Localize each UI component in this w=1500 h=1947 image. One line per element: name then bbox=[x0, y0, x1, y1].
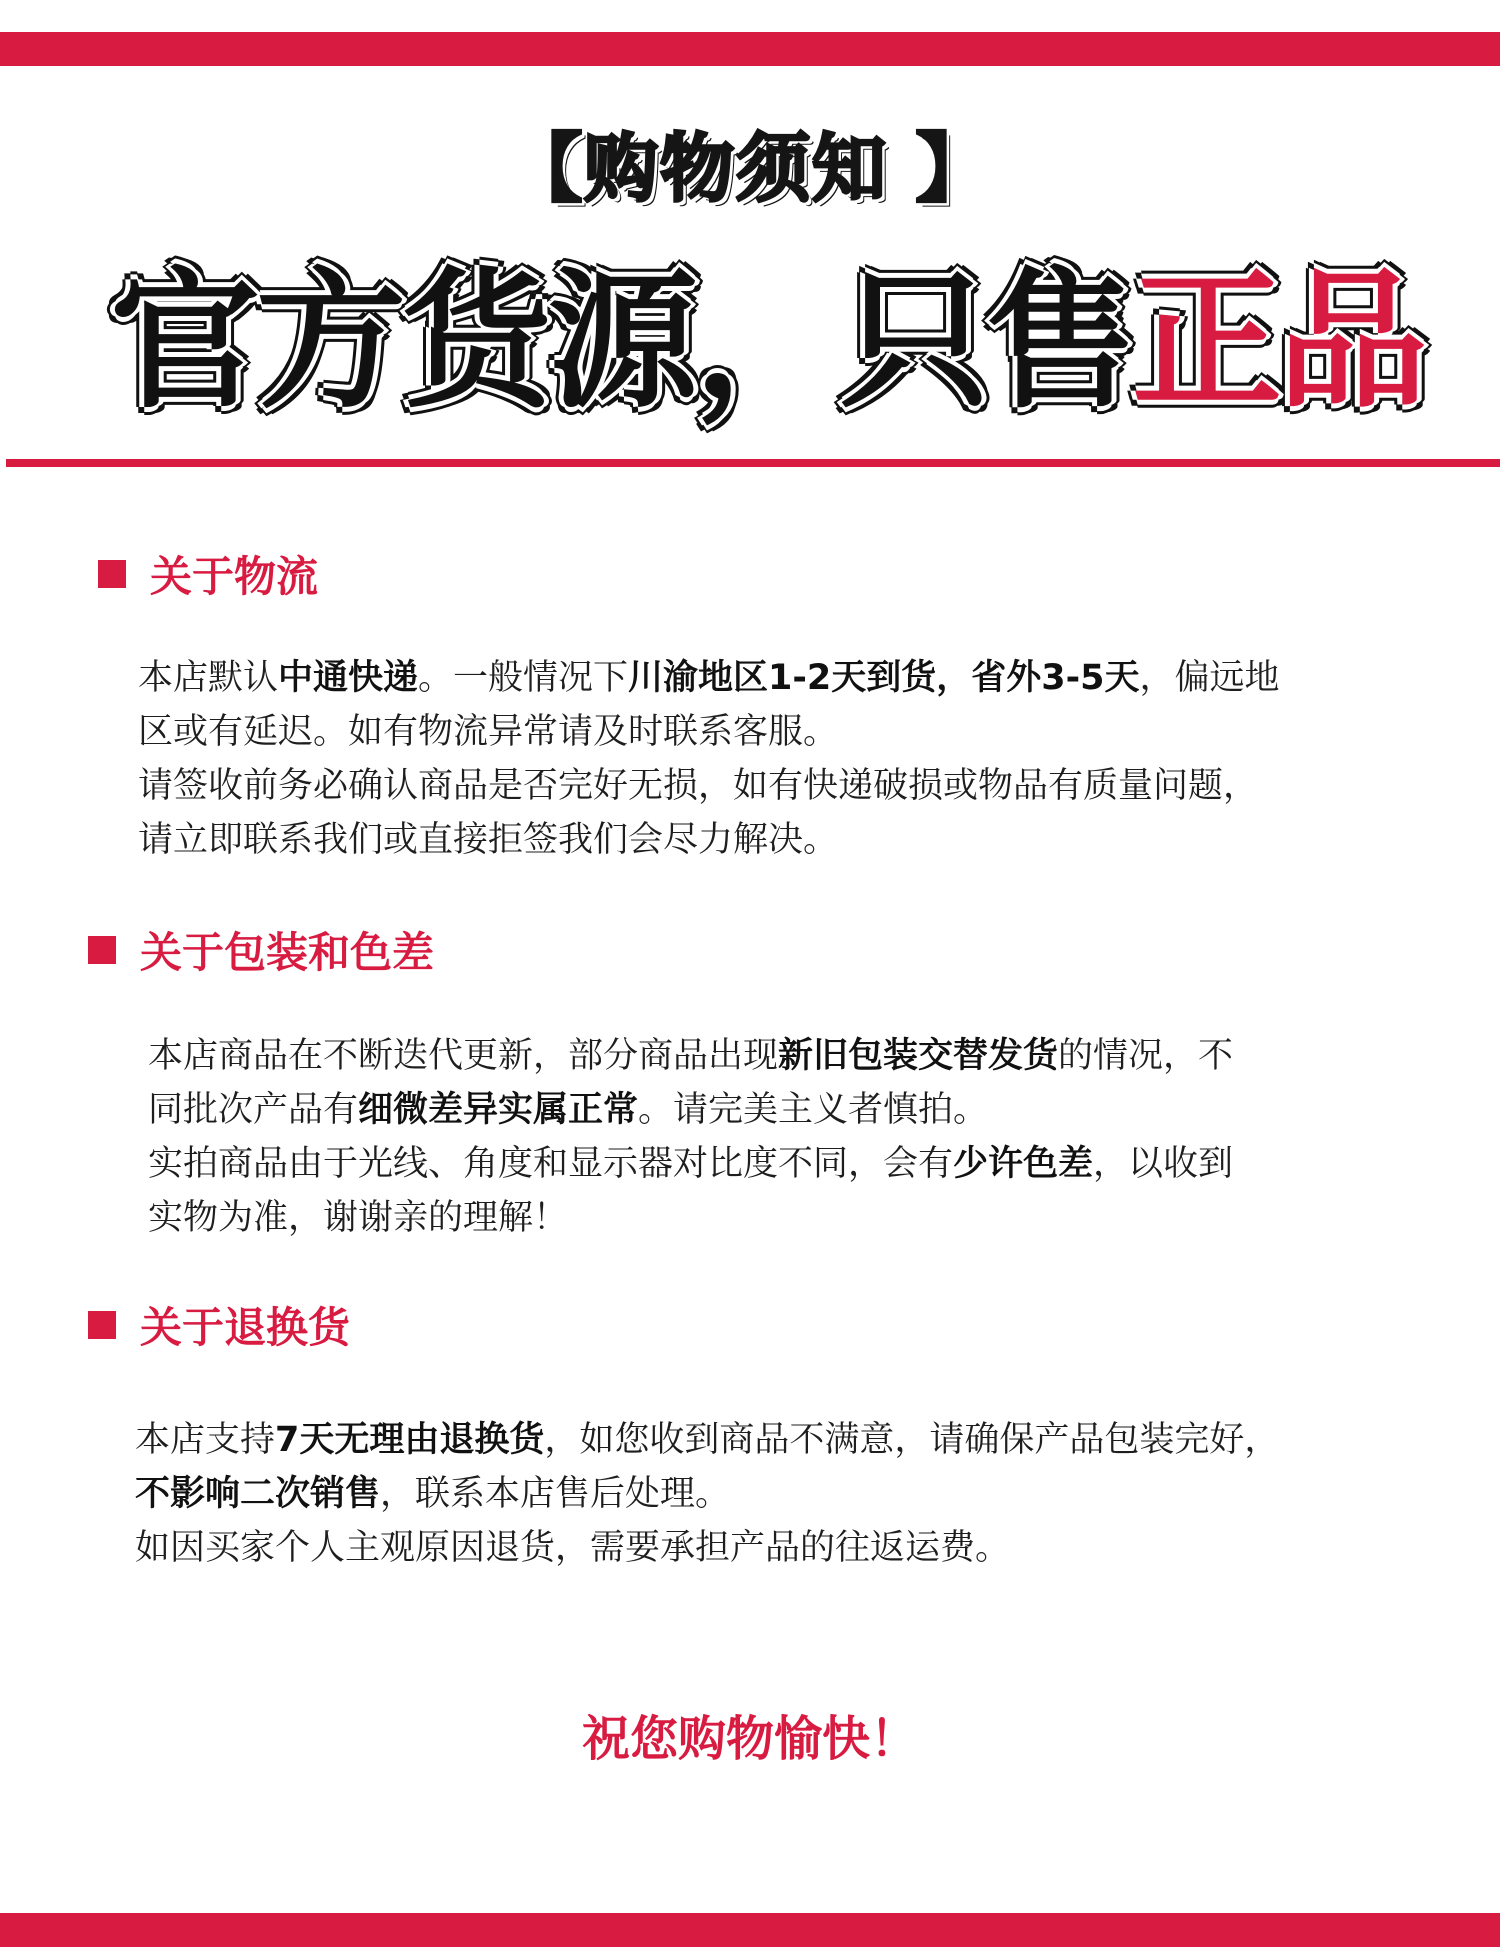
bold-text: 不影响二次销售 bbox=[135, 1474, 381, 1514]
logistics-paragraph bbox=[138, 651, 1280, 867]
text-span: 。一般情况下 bbox=[418, 658, 629, 698]
text-line bbox=[148, 1083, 1233, 1137]
returns-paragraph bbox=[135, 1413, 1279, 1575]
section-title: 关于退换货 bbox=[140, 1303, 351, 1352]
section-heading-packaging bbox=[88, 925, 434, 975]
text-line bbox=[138, 651, 1280, 705]
text-line bbox=[135, 1413, 1279, 1467]
bold-text: 7天无理由退换货 bbox=[275, 1420, 545, 1460]
text-line: 实物为准，谢谢亲的理解！ bbox=[148, 1198, 569, 1238]
section-title: 关于物流 bbox=[150, 552, 319, 601]
closing-message: 祝您购物愉快！ bbox=[581, 1711, 918, 1767]
header-divider bbox=[6, 459, 1500, 467]
text-span: ，如您收到商品不满意，请确保产品包装完好， bbox=[544, 1420, 1280, 1460]
section-heading-returns bbox=[88, 1300, 350, 1350]
text-line bbox=[135, 1467, 1279, 1521]
section-title: 关于包装和色差 bbox=[140, 928, 435, 977]
headline-red-text: 正品 bbox=[1132, 255, 1425, 429]
text-span: 。请完美主义者慎拍。 bbox=[638, 1090, 989, 1130]
text-line: 区或有延迟。如有物流异常请及时联系客服。 bbox=[138, 712, 839, 752]
bold-text: 新旧包装交替发货 bbox=[778, 1036, 1059, 1076]
text-line bbox=[148, 1137, 1233, 1191]
text-span: 本店支持 bbox=[135, 1420, 276, 1460]
bottom-accent-bar bbox=[0, 1913, 1500, 1947]
square-bullet-icon bbox=[98, 560, 126, 588]
packaging-paragraph bbox=[148, 1029, 1233, 1245]
bold-text: 中通快递 bbox=[278, 658, 419, 698]
bold-text: 少许色差 bbox=[953, 1144, 1094, 1184]
text-line: 如因买家个人主观原因退货，需要承担产品的往返运费。 bbox=[135, 1528, 1011, 1568]
text-span: ，以收到 bbox=[1093, 1144, 1234, 1184]
text-span: 同批次产品有 bbox=[148, 1090, 359, 1130]
text-line bbox=[148, 1029, 1233, 1083]
headline bbox=[110, 255, 1425, 429]
headline-black-text: 官方货源，只售 bbox=[110, 255, 1133, 429]
text-span: ，偏远地 bbox=[1139, 658, 1280, 698]
square-bullet-icon bbox=[88, 1311, 116, 1339]
text-line: 请签收前务必确认商品是否完好无损，如有快递破损或物品有质量问题， bbox=[138, 766, 1259, 806]
text-span: 本店商品在不断迭代更新，部分商品出现 bbox=[148, 1036, 779, 1076]
top-accent-bar bbox=[0, 32, 1500, 66]
text-line: 请立即联系我们或直接拒签我们会尽力解决。 bbox=[138, 820, 839, 860]
square-bullet-icon bbox=[88, 936, 116, 964]
notice-title: 【购物须知 】 bbox=[508, 126, 992, 212]
bold-text: 川渝地区1-2天到货，省外3-5天 bbox=[628, 658, 1140, 698]
section-heading-logistics bbox=[98, 549, 318, 599]
text-span: ，联系本店售后处理。 bbox=[380, 1474, 731, 1514]
text-span: 的情况，不 bbox=[1058, 1036, 1234, 1076]
text-span: 本店默认 bbox=[138, 658, 279, 698]
text-span: 实拍商品由于光线、角度和显示器对比度不同，会有 bbox=[148, 1144, 954, 1184]
bold-text: 细微差异实属正常 bbox=[358, 1090, 639, 1130]
